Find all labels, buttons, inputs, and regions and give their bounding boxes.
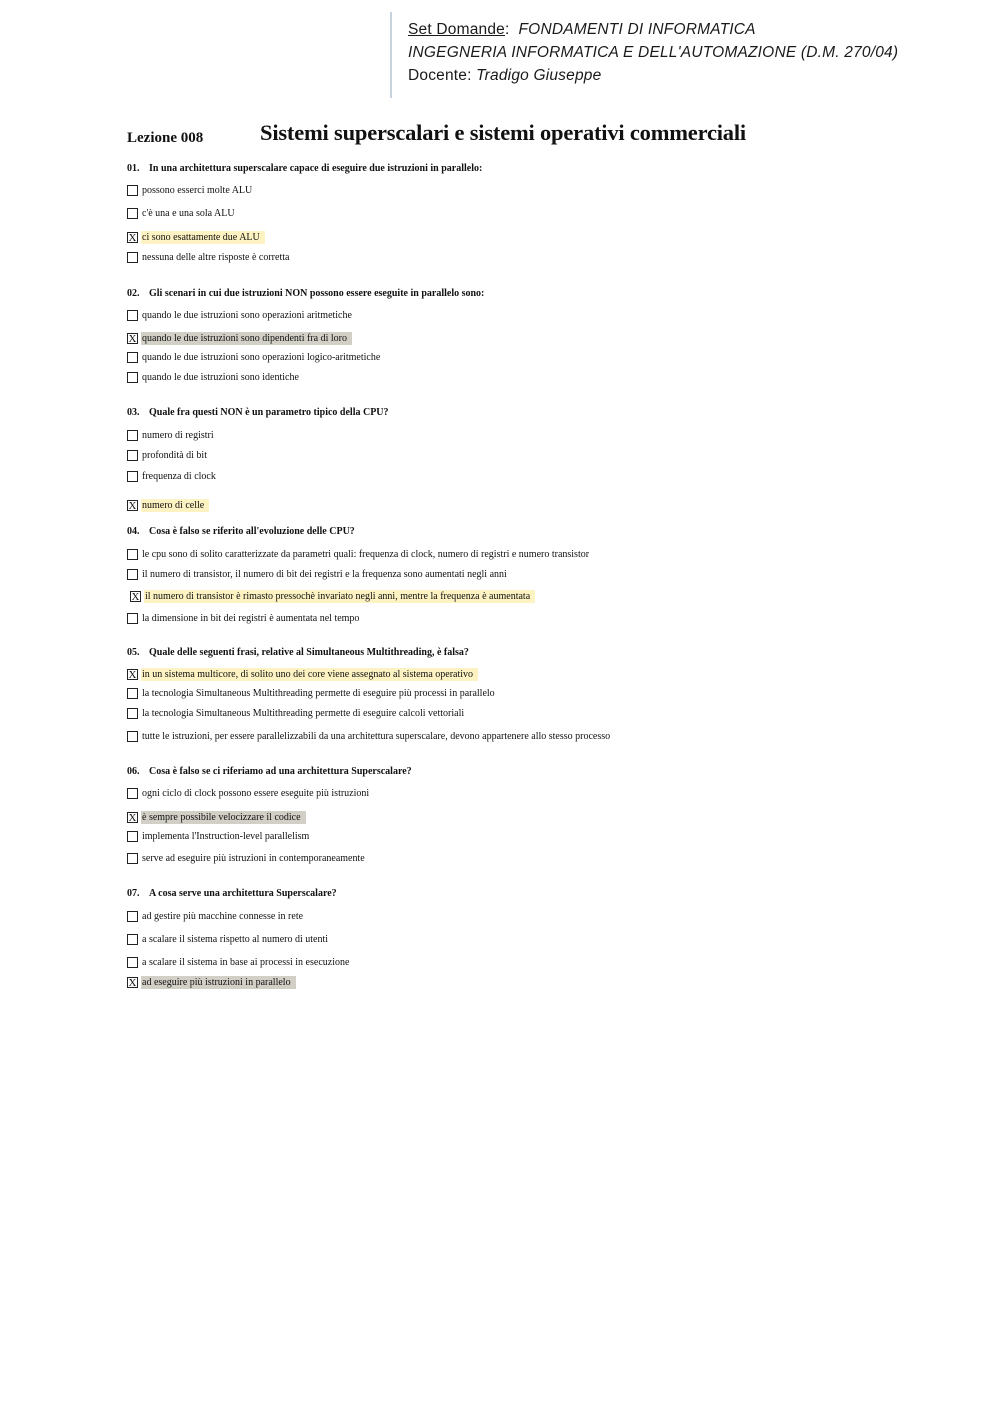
course-name: FONDAMENTI DI INFORMATICA [518,21,756,38]
header-divider [390,12,392,98]
option-checkbox-row[interactable] [127,428,219,443]
option-checkbox-row-selected[interactable] [127,331,352,346]
option-text: la tecnologia Simultaneous Multithreading permette di eseguire calcoli vettoriali [142,708,465,719]
option-checkbox-row[interactable] [127,932,333,947]
checkbox[interactable] [127,831,138,842]
question-number: 03. [127,407,140,418]
option-text: la dimensione in bit dei registri è aumentata nel tempo [142,613,360,624]
checkbox[interactable] [127,708,138,719]
question-text: Quale delle seguenti frasi, relative al Simultaneous Multithreading, è falsa? [149,647,469,658]
checkbox[interactable] [127,471,138,482]
checkbox[interactable] [127,934,138,945]
option-text: quando le due istruzioni sono operazioni aritmetiche [142,310,352,321]
option-checkbox-row-selected[interactable] [127,230,265,245]
option-checkbox-row[interactable] [127,250,294,265]
option-text: nessuna delle altre risposte è corretta [142,252,290,263]
option-checkbox-row[interactable] [127,448,212,463]
option-checkbox-row[interactable] [127,567,512,582]
option-checkbox-row[interactable] [127,350,385,365]
option-checkbox-row[interactable] [127,786,374,801]
checkbox[interactable] [127,372,138,383]
option-text: implementa l'Instruction-level parallelism [142,831,310,842]
set-label: Set Domande [408,21,505,38]
option-text: la tecnologia Simultaneous Multithreading permette di eseguire più processi in parallelo [142,688,495,699]
question-text: In una architettura superscalare capace di eseguire due istruzioni in parallelo: [149,163,483,174]
question-number: 06. [127,766,140,777]
checkbox[interactable] [127,185,138,196]
option-text: ad eseguire più istruzioni in parallelo [141,976,296,989]
teacher-label: Docente: [408,67,472,84]
option-checkbox-row-selected[interactable] [127,498,209,513]
set-separator: : [504,21,510,38]
question-text: A cosa serve una architettura Superscalare? [149,888,337,899]
option-checkbox-row-selected[interactable] [127,589,535,604]
option-checkbox-row-selected[interactable] [127,975,296,990]
checked-checkbox[interactable]: X [128,333,137,345]
checkbox[interactable] [127,788,138,799]
option-checkbox-row[interactable] [127,183,257,198]
page-title: Sistemi superscalari e sistemi operativi commerciali [260,120,746,145]
checkbox[interactable] [127,352,138,363]
question-05 [127,647,469,658]
option-text: a scalare il sistema in base ai processi in esecuzione [142,957,350,968]
checked-checkbox[interactable]: X [128,977,137,989]
checkbox[interactable] [127,569,138,580]
option-checkbox-row[interactable] [127,547,594,562]
question-01 [127,163,482,174]
degree-name: INGEGNERIA INFORMATICA E DELL'AUTOMAZIONE (D.M. 270/04) [408,44,899,61]
document-header [408,18,898,87]
option-text: c'è una e una sola ALU [142,208,235,219]
lesson-number: Lezione 008 [127,130,204,146]
checkbox[interactable] [127,310,138,321]
option-text: è sempre possibile velocizzare il codice [141,811,306,824]
option-text: ad gestire più macchine connesse in rete [142,911,304,922]
checkbox[interactable] [127,430,138,441]
option-checkbox-row[interactable] [127,955,354,970]
question-number: 07. [127,888,140,899]
option-checkbox-row-selected[interactable] [127,667,478,682]
question-text: Cosa è falso se riferito all'evoluzione delle CPU? [149,526,355,537]
checkbox[interactable] [127,208,138,219]
option-checkbox-row[interactable] [127,706,469,721]
option-checkbox-row[interactable] [127,469,221,484]
question-03 [127,407,389,418]
question-number: 02. [127,288,140,299]
checkbox[interactable] [127,450,138,461]
option-text: a scalare il sistema rispetto al numero di utenti [142,934,329,945]
option-text: quando le due istruzioni sono operazioni logico-aritmetiche [142,352,381,363]
question-text: Cosa è falso se ci riferiamo ad una architettura Superscalare? [149,766,412,777]
option-text: frequenza di clock [142,471,216,482]
option-text: quando le due istruzioni sono identiche [142,372,299,383]
question-number: 05. [127,647,140,658]
option-checkbox-row[interactable] [127,909,308,924]
option-text: numero di celle [141,499,209,512]
checked-checkbox[interactable]: X [128,500,137,512]
option-checkbox-row[interactable] [127,308,357,323]
option-text: ci sono esattamente due ALU [141,231,265,244]
option-text: numero di registri [142,430,214,441]
question-06 [127,766,412,777]
checked-checkbox[interactable]: X [128,669,137,681]
option-checkbox-row[interactable] [127,686,500,701]
checked-checkbox[interactable]: X [131,591,140,603]
option-checkbox-row[interactable] [127,370,304,385]
checkbox[interactable] [127,688,138,699]
option-text: in un sistema multicore, di solito uno dei core viene assegnato al sistema operativo [141,668,478,681]
checkbox[interactable] [127,549,138,560]
checkbox[interactable] [127,911,138,922]
checked-checkbox[interactable]: X [128,812,137,824]
question-04 [127,526,355,537]
checkbox[interactable] [127,613,138,624]
checked-checkbox[interactable]: X [128,232,137,244]
option-text: possono esserci molte ALU [142,185,253,196]
question-07 [127,888,337,899]
question-text: Gli scenari in cui due istruzioni NON possono essere eseguite in parallelo sono: [149,288,485,299]
question-02 [127,288,484,299]
teacher-name: Tradigo Giuseppe [476,67,602,84]
option-checkbox-row-selected[interactable] [127,810,306,825]
option-checkbox-row[interactable] [127,206,240,221]
question-number: 04. [127,526,140,537]
option-text: il numero di transistor, il numero di bit dei registri e la frequenza sono aumentati negli anni [142,569,507,580]
option-checkbox-row[interactable] [127,611,364,626]
option-text: ogni ciclo di clock possono essere eseguite più istruzioni [142,788,370,799]
question-number: 01. [127,163,140,174]
option-checkbox-row[interactable] [127,729,615,744]
option-checkbox-row[interactable] [127,829,314,844]
checkbox[interactable] [127,731,138,742]
checkbox[interactable] [127,957,138,968]
option-text: quando le due istruzioni sono dipendenti fra di loro [141,332,352,345]
option-text: il numero di transistor è rimasto pressochè invariato negli anni, mentre la frequenza è aumentata [144,590,535,603]
option-checkbox-row[interactable] [127,851,370,866]
option-text: le cpu sono di solito caratterizzate da parametri quali: frequenza di clock, numero di registri e numero transistor [142,549,590,560]
checkbox[interactable] [127,853,138,864]
question-text: Quale fra questi NON è un parametro tipico della CPU? [149,407,389,418]
checkbox[interactable] [127,252,138,263]
option-text: profondità di bit [142,450,207,461]
option-text: serve ad eseguire più istruzioni in contemporaneamente [142,853,365,864]
option-text: tutte le istruzioni, per essere parallelizzabili da una architettura superscalare, devono appartenere allo stesso processo [142,731,611,742]
